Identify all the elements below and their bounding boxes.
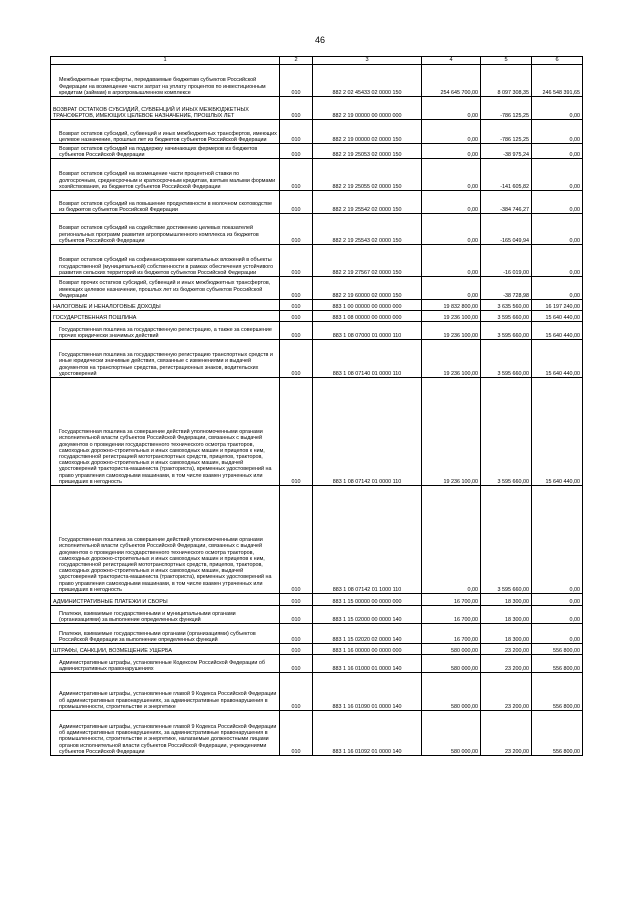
row-approved-cell: 0,00 (422, 191, 481, 214)
row-approved-cell: 0,00 (422, 245, 481, 277)
table-header-row (51, 57, 583, 65)
row-kbk-cell: 882 2 19 25053 02 0000 150 (313, 144, 422, 159)
row-code-cell: 010 (280, 644, 313, 655)
row-remaining-cell: 16 197 240,00 (532, 300, 583, 311)
row-kbk-cell: 882 2 19 00000 00 0000 000 (313, 97, 422, 120)
row-name-cell: Возврат остатков субсидий на содействие достижению целевых показателей региональных программ развития агропромышленного комплекса из бюджетов субъектов Российской Федерации (51, 214, 280, 245)
table-row (51, 120, 583, 144)
row-remaining-cell: 15 640 440,00 (532, 311, 583, 322)
table-row (51, 214, 583, 245)
row-kbk-cell: 883 1 08 07142 01 0000 110 (313, 378, 422, 486)
table-row (51, 655, 583, 673)
row-kbk-cell: 883 1 16 00000 00 0000 000 (313, 644, 422, 655)
row-code-cell: 010 (280, 311, 313, 322)
row-code-cell: 010 (280, 277, 313, 300)
row-code-cell: 010 (280, 340, 313, 378)
row-remaining-cell: 0,00 (532, 144, 583, 159)
row-approved-cell: 0,00 (422, 159, 481, 191)
revenue-table (50, 56, 583, 756)
table-row (51, 624, 583, 644)
row-executed-cell: 3 595 660,00 (481, 486, 532, 594)
row-remaining-cell: 0,00 (532, 245, 583, 277)
row-code-cell: 010 (280, 65, 313, 97)
row-code-cell: 010 (280, 214, 313, 245)
column-header: 5 (481, 57, 532, 65)
table-row (51, 311, 583, 322)
row-executed-cell: -38 975,24 (481, 144, 532, 159)
row-executed-cell: 18 300,00 (481, 624, 532, 644)
row-code-cell: 010 (280, 606, 313, 624)
table-row (51, 673, 583, 711)
row-code-cell: 010 (280, 486, 313, 594)
table-row (51, 340, 583, 378)
row-approved-cell: 16 700,00 (422, 624, 481, 644)
row-name-cell: ГОСУДАРСТВЕННАЯ ПОШЛИНА (51, 311, 280, 322)
row-executed-cell: 23 200,00 (481, 655, 532, 673)
row-code-cell: 010 (280, 245, 313, 277)
row-remaining-cell: 556 800,00 (532, 644, 583, 655)
row-remaining-cell: 0,00 (532, 606, 583, 624)
row-executed-cell: -38 728,98 (481, 277, 532, 300)
table-row (51, 322, 583, 340)
table-row (51, 644, 583, 655)
table-row (51, 486, 583, 594)
row-approved-cell: 0,00 (422, 277, 481, 300)
row-kbk-cell: 882 2 19 00000 02 0000 150 (313, 120, 422, 144)
table-row (51, 277, 583, 300)
row-executed-cell: 3 595 660,00 (481, 340, 532, 378)
column-header: 1 (51, 57, 280, 65)
row-approved-cell: 580 000,00 (422, 655, 481, 673)
row-executed-cell: 8 097 308,35 (481, 65, 532, 97)
row-kbk-cell: 883 1 16 01092 01 0000 140 (313, 711, 422, 756)
row-approved-cell: 580 000,00 (422, 644, 481, 655)
row-name-cell: ВОЗВРАТ ОСТАТКОВ СУБСИДИЙ, СУБВЕНЦИЙ И ИНЫХ МЕЖБЮДЖЕТНЫХ ТРАНСФЕРТОВ, ИМЕЮЩИХ ЦЕЛЕВОЕ НАЗНАЧЕНИЕ, ПРОШЛЫХ ЛЕТ (51, 97, 280, 120)
row-remaining-cell: 0,00 (532, 214, 583, 245)
row-name-cell: Административные штрафы, установленные главой 9 Кодекса Российской Федерации об административных правонарушениях, за административные правонарушения в промышленности, строительстве и энергетике (51, 673, 280, 711)
row-approved-cell: 0,00 (422, 486, 481, 594)
row-name-cell: Государственная пошлина за государственную регистрацию, а также за совершение прочих юридически значимых действий (51, 322, 280, 340)
row-executed-cell: 3 595 660,00 (481, 378, 532, 486)
row-executed-cell: 18 300,00 (481, 594, 532, 606)
row-executed-cell: 23 200,00 (481, 711, 532, 756)
row-code-cell: 010 (280, 655, 313, 673)
row-name-cell: Государственная пошлина за совершение действий уполномоченными органами исполнительной власти субъектов Российской Федерации, связанных с выдачей документов о проведении государственного технического осмотра тракторов, самоходных дорожно-строительных и иных самоходных машин и прицепов к ним, государственной регистрацией мототранспортных средств, прицепов, тракторов, самоходных дорожно-строительных и иных самоходных машин, выдачей удостоверений тракториста-машиниста (тракториста), временных удостоверений на право управления самоходными машинами, в том числе взамен утраченных или пришедших в негодность (51, 378, 280, 486)
row-code-cell: 010 (280, 191, 313, 214)
table-row (51, 97, 583, 120)
row-approved-cell: 0,00 (422, 214, 481, 245)
row-kbk-cell: 883 1 16 01000 01 0000 140 (313, 655, 422, 673)
row-executed-cell: 3 595 660,00 (481, 311, 532, 322)
row-remaining-cell: 556 800,00 (532, 655, 583, 673)
row-name-cell: НАЛОГОВЫЕ И НЕНАЛОГОВЫЕ ДОХОДЫ (51, 300, 280, 311)
row-remaining-cell: 0,00 (532, 191, 583, 214)
row-name-cell: Возврат остатков субсидий на повышение продуктивности в молочном скотоводстве из бюджетов субъектов Российской Федерации (51, 191, 280, 214)
row-approved-cell: 0,00 (422, 144, 481, 159)
table-row (51, 65, 583, 97)
row-name-cell: Возврат остатков субсидий на софинансирование капитальных вложений в объекты государственной (муниципальной) собственности в рамках обеспечения устойчивого развития сельских территорий из бюджетов субъектов Российской Федерации (51, 245, 280, 277)
row-name-cell: Возврат прочих остатков субсидий, субвенций и иных межбюджетных трансфертов, имеющих целевое назначение, прошлых лет из бюджетов субъектов Российской Федерации (51, 277, 280, 300)
row-remaining-cell: 0,00 (532, 159, 583, 191)
row-kbk-cell: 883 1 16 01090 01 0000 140 (313, 673, 422, 711)
row-approved-cell: 254 645 700,00 (422, 65, 481, 97)
row-executed-cell: -384 746,27 (481, 191, 532, 214)
row-approved-cell: 580 000,00 (422, 673, 481, 711)
row-kbk-cell: 882 2 19 25055 02 0000 150 (313, 159, 422, 191)
row-remaining-cell: 246 548 391,65 (532, 65, 583, 97)
row-approved-cell: 0,00 (422, 97, 481, 120)
row-name-cell: Возврат остатков субсидий на поддержку начинающих фермеров из бюджетов субъектов Российской Федерации (51, 144, 280, 159)
table-row (51, 606, 583, 624)
table-row (51, 300, 583, 311)
row-executed-cell: 3 635 560,00 (481, 300, 532, 311)
column-header: 4 (422, 57, 481, 65)
row-name-cell: ШТРАФЫ, САНКЦИИ, ВОЗМЕЩЕНИЕ УЩЕРБА (51, 644, 280, 655)
row-name-cell: Платежи, взимаемые государственными органами (организациями) субъектов Российской Федерации за выполнение определенных функций (51, 624, 280, 644)
row-kbk-cell: 883 1 15 02020 02 0000 140 (313, 624, 422, 644)
row-executed-cell: -786 125,25 (481, 120, 532, 144)
row-remaining-cell: 15 640 440,00 (532, 340, 583, 378)
row-name-cell: Административные штрафы, установленные Кодексом Российской Федерации об административных правонарушениях (51, 655, 280, 673)
row-kbk-cell: 883 1 08 07000 01 0000 110 (313, 322, 422, 340)
table-row (51, 711, 583, 756)
row-code-cell: 010 (280, 300, 313, 311)
row-name-cell: Платежи, взимаемые государственными и муниципальными органами (организациями) за выполнение определенных функций (51, 606, 280, 624)
row-code-cell: 010 (280, 594, 313, 606)
row-code-cell: 010 (280, 120, 313, 144)
row-remaining-cell: 0,00 (532, 97, 583, 120)
row-approved-cell: 19 236 100,00 (422, 311, 481, 322)
row-remaining-cell: 556 800,00 (532, 673, 583, 711)
row-approved-cell: 0,00 (422, 120, 481, 144)
row-remaining-cell: 15 640 440,00 (532, 378, 583, 486)
row-name-cell: АДМИНИСТРАТИВНЫЕ ПЛАТЕЖИ И СБОРЫ (51, 594, 280, 606)
row-executed-cell: -141 605,82 (481, 159, 532, 191)
row-kbk-cell: 883 1 08 07140 01 0000 110 (313, 340, 422, 378)
row-kbk-cell: 882 2 19 25543 02 0000 150 (313, 214, 422, 245)
table-row (51, 159, 583, 191)
row-kbk-cell: 882 2 19 27567 02 0000 150 (313, 245, 422, 277)
row-remaining-cell: 0,00 (532, 624, 583, 644)
row-approved-cell: 16 700,00 (422, 606, 481, 624)
row-approved-cell: 19 236 100,00 (422, 378, 481, 486)
row-name-cell: Возврат остатков субсидий, субвенций и иных межбюджетных трансфертов, имеющих целевое назначение, прошлых лет из бюджетов субъектов Российской Федерации (51, 120, 280, 144)
row-approved-cell: 19 236 100,00 (422, 340, 481, 378)
row-code-cell: 010 (280, 711, 313, 756)
row-name-cell: Государственная пошлина за совершение действий уполномоченными органами исполнительной власти субъектов Российской Федерации, связанных с выдачей документов о проведении государственного технического осмотра тракторов, самоходных дорожно-строительных и иных самоходных машин и прицепов к ним, государственной регистрацией мототранспортных средств, прицепов, тракторов, самоходных дорожно-строительных и иных самоходных машин, выдачей удостоверений тракториста-машиниста (тракториста), временных удостоверений на право управления самоходными машинами, в том числе взамен утраченных или пришедших в негодность (51, 486, 280, 594)
row-code-cell: 010 (280, 378, 313, 486)
row-approved-cell: 16 700,00 (422, 594, 481, 606)
row-executed-cell: 23 200,00 (481, 644, 532, 655)
table-row (51, 594, 583, 606)
row-executed-cell: 3 595 660,00 (481, 322, 532, 340)
row-kbk-cell: 882 2 02 45433 02 0000 150 (313, 65, 422, 97)
row-executed-cell: 18 300,00 (481, 606, 532, 624)
row-kbk-cell: 883 1 15 02000 00 0000 140 (313, 606, 422, 624)
row-kbk-cell: 883 1 00 00000 00 0000 000 (313, 300, 422, 311)
table-row (51, 378, 583, 486)
row-remaining-cell: 0,00 (532, 120, 583, 144)
page-number: 46 (314, 35, 325, 45)
row-name-cell: Административные штрафы, установленные главой 9 Кодекса Российской Федерации об административных правонарушениях, за административные правонарушения в промышленности, строительстве и энергетике, налагаемые должностными лицами органов исполнительной власти субъектов Российской Федерации, учреждениями субъектов Российской Федерации (51, 711, 280, 756)
column-header: 2 (280, 57, 313, 65)
row-executed-cell: 23 200,00 (481, 673, 532, 711)
row-approved-cell: 580 000,00 (422, 711, 481, 756)
row-remaining-cell: 0,00 (532, 594, 583, 606)
column-header: 6 (532, 57, 583, 65)
row-code-cell: 010 (280, 144, 313, 159)
row-remaining-cell: 15 640 440,00 (532, 322, 583, 340)
row-code-cell: 010 (280, 624, 313, 644)
row-kbk-cell: 883 1 08 00000 00 0000 000 (313, 311, 422, 322)
row-code-cell: 010 (280, 159, 313, 191)
table-row (51, 191, 583, 214)
row-name-cell: Межбюджетные трансферты, передаваемые бюджетам субъектов Российской Федерации на возмещение части затрат на уплату процентов по инвестиционным кредитам (займам) в агропромышленном комплексе (51, 65, 280, 97)
row-kbk-cell: 882 2 19 25542 02 0000 150 (313, 191, 422, 214)
row-remaining-cell: 0,00 (532, 486, 583, 594)
row-kbk-cell: 883 1 15 00000 00 0000 000 (313, 594, 422, 606)
row-remaining-cell: 0,00 (532, 277, 583, 300)
row-name-cell: Государственная пошлина за государственную регистрацию транспортных средств и иные юридически значимые действия, связанные с изменениями и выдачей документов на транспортные средства, регистрационных знаков, водительских удостоверений (51, 340, 280, 378)
row-code-cell: 010 (280, 673, 313, 711)
table-row (51, 245, 583, 277)
row-kbk-cell: 882 2 19 60000 02 0000 150 (313, 277, 422, 300)
row-approved-cell: 19 236 100,00 (422, 322, 481, 340)
row-remaining-cell: 556 800,00 (532, 711, 583, 756)
row-approved-cell: 19 832 800,00 (422, 300, 481, 311)
row-executed-cell: -16 019,00 (481, 245, 532, 277)
row-executed-cell: -165 049,94 (481, 214, 532, 245)
row-name-cell: Возврат остатков субсидий на возмещение части процентной ставки по долгосрочным, среднесрочным и краткосрочным кредитам, взятым малыми формами хозяйствования, из бюджетов субъектов Российской Федерации (51, 159, 280, 191)
row-code-cell: 010 (280, 322, 313, 340)
table-row (51, 144, 583, 159)
row-kbk-cell: 883 1 08 07142 01 1000 110 (313, 486, 422, 594)
row-executed-cell: -786 125,25 (481, 97, 532, 120)
row-code-cell: 010 (280, 97, 313, 120)
column-header: 3 (313, 57, 422, 65)
